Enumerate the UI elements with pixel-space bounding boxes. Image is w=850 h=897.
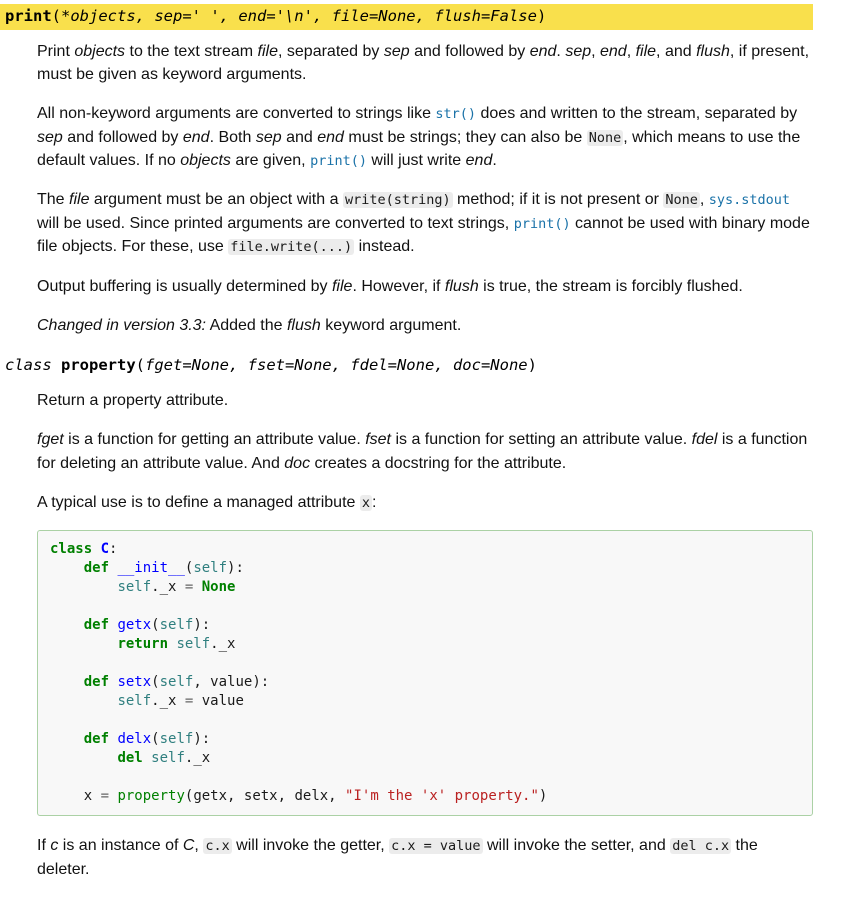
code-token: def: [83, 617, 110, 634]
text-segment: ,: [591, 42, 600, 60]
code-token: (: [151, 731, 160, 748]
code-token: :: [109, 541, 118, 558]
code-token: ):: [193, 731, 211, 748]
text-segment: Changed in version 3.3:: [37, 316, 206, 334]
text-segment: , and: [656, 42, 697, 60]
code-token: self: [159, 617, 194, 634]
text-segment: to the text stream: [125, 42, 258, 60]
paragraph: [37, 102, 813, 172]
text-segment: is an instance of: [58, 837, 183, 855]
code-token: [50, 731, 84, 747]
text-segment: . Both: [209, 128, 256, 146]
text-segment: . However, if: [352, 277, 445, 295]
text-segment: ,: [699, 191, 709, 209]
text-segment: fset: [365, 431, 391, 449]
text-segment: All non-keyword arguments are converted to strings like: [37, 105, 436, 123]
code-token: return: [117, 636, 169, 653]
text-segment: must be strings; they can also be: [343, 128, 587, 146]
close-paren: ): [536, 7, 547, 25]
code-token: ._x: [184, 750, 211, 767]
code-link[interactable]: print(): [513, 215, 571, 232]
text-segment: is true, the stream is forcibly flushed.: [478, 277, 743, 295]
text-segment: doc: [284, 454, 311, 472]
text-segment: , if present, must be given as keyword arguments.: [37, 42, 810, 84]
text-segment: method; if it is not present or: [452, 191, 664, 209]
text-segment: flush: [696, 42, 730, 60]
text-segment: keyword argument.: [320, 316, 462, 334]
text-segment: sep: [565, 42, 592, 60]
print-description: [37, 40, 813, 338]
text-segment: fdel: [691, 431, 718, 449]
open-paren: (: [135, 356, 145, 375]
text-segment: cannot be used with binary mode file objects. For these, use: [37, 214, 810, 256]
text-segment: sep: [255, 128, 282, 146]
text-segment: file: [257, 42, 278, 60]
text-segment: and: [281, 128, 318, 146]
text-segment: and followed by: [62, 128, 183, 146]
paragraph: [37, 428, 813, 475]
text-segment: argument must be an object with a: [89, 191, 343, 209]
code-token: def: [83, 674, 110, 691]
text-segment: end: [529, 42, 557, 60]
code-link[interactable]: print(): [310, 153, 367, 170]
code-token: [50, 674, 84, 690]
code-token: None: [201, 579, 236, 596]
text-segment: will invoke the setter, and: [482, 837, 671, 855]
code-token: value: [193, 693, 244, 710]
text-segment: ,: [626, 42, 636, 60]
code-token: , value):: [193, 674, 270, 691]
code-token: self: [151, 750, 185, 767]
inline-code: c.x: [205, 838, 230, 855]
code-token: x: [50, 788, 101, 805]
text-segment: :: [372, 494, 377, 512]
code-token: ): [538, 788, 548, 805]
text-segment: Return a property attribute.: [37, 391, 229, 409]
print-signature: [0, 4, 813, 30]
text-segment: The: [37, 191, 70, 209]
text-segment: creates a docstring for the attribute.: [310, 454, 567, 472]
signature-params: *objects, sep=' ', end='\n', file=None, flush=False: [61, 7, 537, 25]
inline-code: del c.x: [672, 838, 730, 855]
class-name: property: [61, 356, 136, 375]
property-signature: [0, 353, 813, 379]
code-token: [143, 750, 151, 766]
property-description: [37, 389, 813, 881]
code-token: (: [151, 674, 160, 691]
code-link[interactable]: sys.stdout: [708, 192, 791, 209]
code-token: setx: [117, 674, 152, 691]
code-token: property: [117, 788, 185, 805]
text-segment: instead.: [354, 238, 415, 256]
inline-code: c.x = value: [391, 838, 481, 855]
code-token: [50, 750, 117, 766]
paragraph: [37, 188, 813, 258]
text-segment: objects: [180, 152, 231, 170]
text-segment: does and written to the stream, separated by: [476, 105, 798, 123]
code-token: getx: [117, 617, 152, 634]
text-segment: flush: [444, 277, 479, 295]
text-segment: C: [182, 837, 195, 855]
paragraph: [37, 275, 813, 298]
text-segment: Added the: [206, 316, 287, 334]
text-segment: the deleter.: [37, 837, 758, 878]
close-paren: ): [527, 356, 537, 375]
code-token: ):: [227, 560, 244, 577]
paragraph: [37, 40, 813, 87]
code-token: ._x: [151, 579, 185, 596]
code-token: self: [176, 636, 211, 653]
code-token: C: [100, 541, 110, 558]
code-token: [50, 693, 117, 709]
text-segment: file: [69, 191, 90, 209]
code-token: ):: [193, 617, 211, 634]
code-token: def: [83, 560, 110, 577]
code-token: self: [117, 579, 152, 596]
code-token: ._x: [210, 636, 236, 653]
class-prefix: class: [5, 356, 61, 375]
code-token: (: [151, 617, 160, 634]
text-segment: is a function for setting an attribute value.: [391, 431, 692, 449]
code-token: "I'm the 'x' property.": [345, 788, 539, 805]
text-segment: .: [556, 42, 566, 60]
text-segment: file: [331, 277, 353, 295]
inline-code: None: [588, 129, 622, 146]
text-segment: file: [635, 42, 657, 60]
inline-code: x: [361, 495, 371, 512]
code-token: class: [50, 541, 93, 558]
text-segment: .: [492, 152, 497, 170]
text-segment: end: [182, 128, 210, 146]
code-block: [37, 530, 813, 816]
code-token: self: [159, 674, 194, 691]
code-token: (getx, setx, delx,: [184, 788, 346, 805]
inline-code: None: [665, 192, 698, 209]
text-segment: A typical use is to define a managed attribute: [37, 494, 360, 512]
text-segment: If: [37, 837, 51, 855]
text-segment: will just write: [366, 152, 466, 170]
code-link[interactable]: str(): [435, 106, 477, 123]
text-segment: fget: [37, 431, 64, 449]
text-segment: , which means to use the default values. If no: [37, 128, 801, 170]
text-segment: is a function for getting an attribute value.: [63, 431, 366, 449]
text-segment: flush: [286, 316, 321, 334]
code-token: (: [184, 560, 194, 577]
function-name: print: [5, 7, 52, 25]
text-segment: objects: [74, 42, 126, 60]
code-token: [50, 560, 84, 576]
text-segment: end: [600, 42, 627, 60]
code-token: del: [117, 750, 143, 767]
text-segment: will be used. Since printed arguments are converted to text strings,: [37, 214, 514, 232]
text-segment: is a function for deleting an attribute value. And: [37, 431, 808, 472]
code-token: ._x: [151, 693, 185, 710]
code-token: [193, 579, 201, 595]
text-segment: are given,: [230, 152, 311, 170]
code-token: def: [83, 731, 110, 748]
code-token: self: [117, 693, 152, 710]
code-token: [50, 636, 117, 652]
paragraph: [37, 834, 813, 881]
code-token: [50, 579, 117, 595]
text-segment: Print: [37, 42, 75, 60]
text-segment: will invoke the getter,: [231, 837, 390, 855]
text-segment: sep: [383, 42, 410, 60]
code-token: self: [159, 731, 194, 748]
code-token: delx: [117, 731, 152, 748]
text-segment: Output buffering is usually determined by: [37, 277, 332, 295]
code-token: =: [184, 693, 194, 710]
text-segment: and followed by: [409, 42, 530, 60]
text-segment: end: [317, 128, 344, 146]
code-token: =: [184, 579, 194, 596]
text-segment: end: [465, 152, 493, 170]
paragraph: [37, 389, 813, 412]
inline-code: file.write(...): [230, 239, 353, 256]
code-token: [92, 541, 100, 557]
text-segment: sep: [37, 128, 63, 146]
text-segment: ,: [194, 837, 204, 855]
paragraph: [37, 491, 813, 514]
signature-params: fget=None, fset=None, fdel=None, doc=None: [145, 356, 528, 375]
open-paren: (: [51, 7, 62, 25]
code-token: self: [193, 560, 228, 577]
text-segment: c: [50, 837, 59, 855]
code-token: __init__: [117, 560, 185, 577]
code-token: =: [100, 788, 110, 805]
code-token: [50, 617, 84, 633]
version-changed-note: [37, 314, 813, 337]
text-segment: , separated by: [278, 42, 384, 60]
inline-code: write(string): [344, 192, 451, 209]
